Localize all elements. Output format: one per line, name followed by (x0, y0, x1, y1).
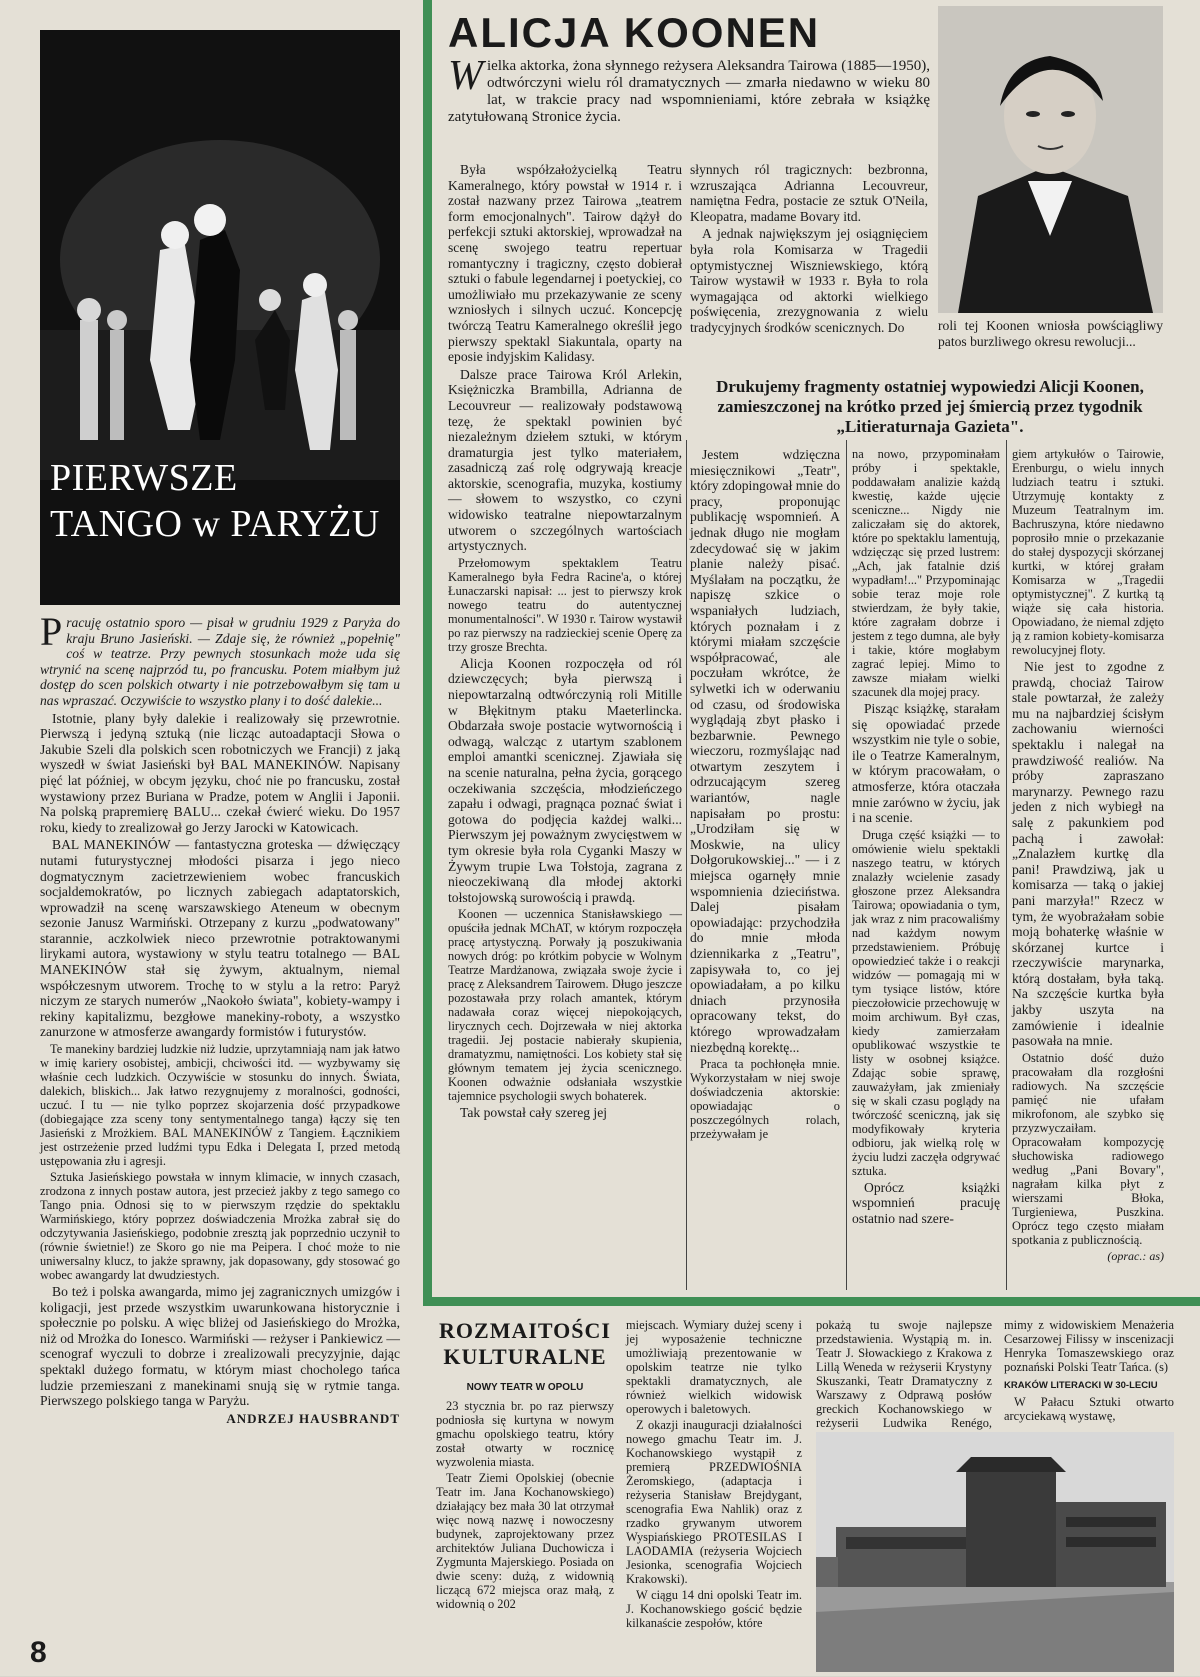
body-paragraph: Istotnie, plany były dalekie i realizowały się przewrotnie. Pierwszą i jedyną sztuką (nie licząc autoadaptacji Słowa o Jakubie Szeli dla polskich scen robotniczych we Francji) z jaką wyszedł w świat Jasieński był BAL MANEKINÓW. Napisany pięć lat później, w obcym języku, choć nie po francusku, został wystawiony przez Buriana w Pradze, potem w Anglii i Japonii. Na polską prapremierę BALU... czekał ćwierć wieku. Do 1957 roku, kiedy to zrealizował go Jerzy Jarocki w Katowicach. (40, 710, 400, 835)
interview-intro: Drukujemy fragmenty ostatniej wypowiedzi Alicji Koonen, zamieszczonej na krótko przed jej śmiercią przez tygodnik „Litieraturnaja Gazieta". (716, 377, 1144, 436)
section-title-line-1: ROZMAITOŚCI (439, 1318, 611, 1343)
small-paragraph: Sztuka Jasieńskiego powstała w innym klimacie, w innych czasach, zrodzona z innych postaw autora, jest przecież jakby z tego samego co Tango pnia. Odnosi się to w pierwszym rzędzie do spektaklu Warmińskiego, który poprzez doświadczenia Mrożka zabrał się do odczytywania Jasieńskiego, podobnie zresztą jak poprzednio uczynił to (równie świetnie!) ze Skoro go nie ma Peipera. I choć może to nie uniwersalny klucz, to jakże sprawny, jak dopasowany, gdy stosować go wobec awangardy lat dwudziestych. (40, 1170, 400, 1283)
section-title (436, 1318, 614, 1370)
portrait-image (938, 6, 1163, 313)
small-paragraph: na nowo, przypominałam próby i spektakle, poddawałam analizie każdą kwestię, każde ujęcie sceniczne... Nigdy nie zaliczałam się do aktorek, które po spektaklu lamentują, wdzięcząc się przed lustrem: „Ach, jak fatalnie dziś wypadłam!..." Przypominając sobie teraz moje role stwierdzam, że były takie, które zagrałam dobrze i jestem z tego dumna, ale były i takie, które mogłabym zagrać lepiej. Mimo to zawsze miałam wielki szacunek dla mojej pracy. (852, 447, 1000, 699)
subheading-opole: NOWY TEATR W OPOLU (466, 1382, 584, 1393)
small-paragraph: Te manekiny bardziej ludzkie niż ludzie, uprzytamniają nam jak łatwo w imię kariery osobistej, ambicji, chciwości itd. — wyzbywamy się właśnie cech ludzkich. Oczywiście w stosunku do innych. Świata, dalekich, bliskich... Jak łatwo rezygnujemy z moralności, godności, uczuć. I tu — nie tylko poprzez skojarzenia dość przypadkowe (dobiegające zza sceny tony sentymentalnego tanga) łączy się ten Jasieński z Mrożkiem. BAL MANEKINÓW z Tangiem. Łącznikiem jest ostrzeżenie przed ludźmi typu Edka i Delegata I, przed metodą ustępowania złu i agresji. (40, 1042, 400, 1169)
headline (50, 455, 390, 547)
koonen-column-1 (448, 162, 682, 1292)
quote-text: racuję ostatnio sporo — pisał w grudniu 1929 z Paryża do kraju Bruno Jasieński. — Zdaje się, że również „popełnię" coś w teatrze. Przy pewnych stosunkach może uda się wtrynić na scenę najprzód tu, po francusku. Potem miałbym już dostęp do scen polskich otwarty i nie potrzebowałbym się tam u nas wpraszać. Oczywiście to wszystko plany i to dość dalekie... (40, 615, 400, 708)
small-paragraph: 23 stycznia br. po raz pierwszy podniosła się kurtyna w nowym gmachu opolskiego teatru, który został otwarty w rocznicę wyzwolenia miasta. (436, 1399, 614, 1469)
small-paragraph: mimy z widowiskiem Menażeria Cesarzowej Filissy w inscenizacji Henryka Tomaszewskiego oraz poznański Polski Teatr Tańca. (s) (1004, 1318, 1174, 1374)
koonen-lead (448, 53, 930, 126)
rozmaitosci-column-3 (816, 1318, 992, 1428)
body-paragraph: Tak powstał cały szereg jej (460, 1105, 608, 1121)
rozmaitosci-column-4 (1004, 1318, 1174, 1428)
tango-article (40, 609, 400, 1640)
body-paragraph: Oprócz książki wspomnień pracuję ostatnio nad szere- (852, 1179, 1000, 1226)
headline-line-1: PIERWSZE (50, 457, 238, 499)
koonen-column-2 (690, 162, 928, 370)
frame-rule-bottom (423, 1297, 1200, 1306)
small-paragraph: Druga część książki — to omówienie wielu spektakli naszego teatru, w których znalazły wcielenie zasady głoszone przez Aleksandra Tairowa; opowiadania o tym, jak wraz z nim pracowaliśmy nad każdym nowym przedstawieniem. Próbuję opowiedzieć także i o reakcji widzów — pomagają mi w tym tysiące listów, które pieczołowicie przechowuję w moim archiwum. Był czas, kiedy zamierzałam opublikować wszystkie te listy w osobnej książce. Zdając sobie sprawę, zauważyłam, jak zmieniały się w skali czasu poglądy na twórczość sceniczną, jak się modyfikowały kryteria odbioru, jak wielką rolę w życiu ludzi zaczęła odgrywać sztuka. (852, 827, 1000, 1178)
column-divider (846, 440, 847, 1290)
body-paragraph: Pisząc książkę, starałam się opowiadać przede wszystkim nie tyle o sobie, ile o Teatrze Kameralnym, w którym pracowałam, o atmosferze, która otaczała mnie zarówno w życiu, jak i na scenie. (852, 701, 1000, 826)
small-paragraph: Koonen — uczennica Stanisławskiego — opuściła jednak MChAT, w którym rozpoczęła pracę artystyczną. Porwały ją poszukiwania nowych dróg: po krótkim pobycie w Wolnym Teatrze Mardżanowa, związała swoje życie i pracę z Aleksandrem Tairowem. Długo jeszcze pozostawała przy rolach amantek, którym nadawała coraz więcej niepokojących, lirycznych cech. Dojrzewała w niej aktorka tragedii. Jej postacie nabierały skupienia, dramatyzmu, namiętności. Los kobiety stał się głównym tematem jej życia scenicznego. Koonen odważnie odsłaniała wszystkie tajemnice psychologii swych bohaterek. (448, 907, 682, 1104)
rozmaitosci-column-2 (626, 1318, 802, 1670)
small-paragraph: Praca ta pochłonęła mnie. Wykorzystałam w niej swoje doświadczenia aktorskie: opowiadając o poszczególnych rolach, przeżywałam je (690, 1057, 840, 1142)
small-paragraph: W ciągu 14 dni opolski Teatr im. J. Kochanowskiego gościć będzie kilkanaście zespołów, które (626, 1588, 802, 1630)
headline-line-2: TANGO w PARYŻU (50, 503, 380, 545)
drop-cap: P (40, 609, 63, 654)
body-paragraph: Nie jest to zgodne z prawdą, chociaż Tairow stale powtarzał, że zależy mu na najbardziej ścisłym zachowaniu wierności spektaklu i nalegał na prawdziwość realiów. Na próby zapraszano marynarzy. Pewnego razu jeden z nich wybiegł na salę z pakunkiem pod pachą i zawołał: „Znalazłem kurtkę dla pani! Prawdziwą, jak u komisarza — taką o jakiej pani marzyła!" Rzecz w tym, że wyobrażałam sobie moją bohaterkę właśnie w skórzanej kurtce i rzeczywiście marynarka, którą dostałam, była taką. Na szczęście kurtka była jakby uszyta na zamówienie i idealnie pasowała na mnie. (1012, 659, 1164, 1049)
body-paragraph: słynnych ról tragicznych: bezbronna, wzruszająca Adrianna Lecouvreur, namiętna Fedra, postacie ze sztuk O'Neila, Kleopatra, madame Bovary itd. (690, 162, 928, 224)
rozmaitosci-column-1 (436, 1318, 614, 1670)
column-divider (1006, 440, 1007, 1290)
small-paragraph: miejscach. Wymiary dużej sceny i jej wyposażenie techniczne umożliwiają prezentowanie w opolskim teatrze nie tylko spektakli dramatycznych, ale również wielkich widowisk operowych i baletowych. (626, 1318, 802, 1416)
body-paragraph: A jednak największym jej osiągnięciem była rola Komisarza w Tragedii optymistycznej Wiszniewskiego, którą Tairow wystawił w 1933 r. Była to rola wymagająca od aktorki wielkiego poświęcenia, zrezygnowania z wielu tradycyjnych środków scenicznych. Do (690, 226, 928, 335)
interview-column-1 (690, 447, 840, 1293)
body-paragraph: Jestem wdzięczna miesięcznikowi „Teatr", który zdopingował mnie do pracy, proponując publikację wspomnień. A jednak długo nie mogłam zdecydować się w jakim planie należy pisać. Myślałam na początku, że napiszę szkice o wspaniałych ludziach, których poznałam i z którymi miałam szczęście współpracować, ale poczułam wkrótce, że sylwetki ich w oderwaniu od czasu, od środowiska wyglądają zbyt płasko i bezbarwnie. Pewnego wieczoru, rozmyślając nad otwartym zeszytem i odrzucającym szereg wariantów, nagle napisałam po prostu: „Urodziłam się w Moskwie, na ulicy Dołgorukowskiej..." — i z miejsca ogarnęły mnie wspomnienia dzieciństwa. Dalej pisałam opowiadając: przychodziła do mnie młoda dziennikarka z „Teatru", zapisywała to, co jej opowiadałam, a po kilku dniach przynosiła opracowany tekst, do którego wprowadzałam niezbędną korektę... (690, 447, 840, 1055)
body-paragraph: Alicja Koonen rozpoczęła od ról dziewczęcych; była pierwszą i niepowtarzalną odtwórczynią roli Mitille w Błękitnym ptaku Maeterlincka. Obdarzała swoje postacie wytwornością i odwagą, walcząc z utartym szablonem emploi amantki scenicznej. Zjawiała się na scenie naturalna, pełna życia, gorącego oczekiwania szczęścia, młodzieńczego zapału i odwagi, pragnąca poznać świat i gotowa do podjęcia każdej walki... Pierwszym jej poważnym zwycięstwem w tym okresie była rola Cyganki Maszy w Żywym trupie Lwa Tołstoja, zagrana z nieoczekiwaną dla młodej aktorki tołstojowską surowością i prawdą. (448, 655, 682, 905)
small-paragraph: Przełomowym spektaklem Teatru Kameralnego była Fedra Racine'a, o której Łunaczarski napisał: ... jest to pierwszy krok nowego teatru do autentycznej monumentalności". W 1930 r. Tairow wystawił po raz pierwszy na radzieckiej scenie Operę za trzy grosze Brechta. (448, 555, 682, 654)
interview-column-3 (1012, 447, 1164, 1293)
small-paragraph: pokażą tu swoje najlepsze przedstawienia. Wystąpią m. in. Teatr J. Słowackiego z Krakowa z Lillą Weneda w reżyserii Krystyny Skuszanki, Teatr Dramatyczny z Warszawy z Odprawą posłów greckich Kochanowskiego w reżyserii Ludwika Renégo, (816, 1318, 992, 1430)
quote-paragraph (40, 609, 400, 709)
frame-rule-left (423, 0, 432, 1306)
tango-stage-photo (40, 30, 400, 605)
lead-drop-cap: W (448, 53, 483, 99)
koonen-title: ALICJA KOONEN (448, 9, 821, 56)
body-paragraph: Była współzałożycielką Teatru Kameralnego, który powstał w 1914 r. i został nazwany przez Tairowa „teatrem form emocjonalnych". Tairow dążył do perfekcji sztuki aktorskiej, wprowadzał na scenę swojego teatru repertuar romantyczny i tragiczny, często dobierał sztuki o fabule legendarnej i poetyckiej, co umożliwiało mu przekazywanie ze sceny wzniosłych i silnych uczuć. Koncepcję twórczą Teatru Kameralnego określił jego pierwszy spektakl Siakuntala, oparty na eposie indyjskim Kalidasy. (448, 162, 682, 365)
credit: (oprac.: as) (1107, 1248, 1164, 1263)
body-paragraph: Bo też i polska awangarda, mimo jej zagranicznych umizgów i koligacji, jest przede wszystkim uwarunkowana historycznie i społecznie po polsku. A więc bliżej od Jasieńskiego do Mrożka, niż od Mrożka do Ionesco. Warmiński — reżyser i Pankiewicz — scenograf wyczuli to dobrze i zrealizowali precyzyjnie, dając spektakl dużego formatu, w którym miast chocholego tańca ludzie przemieszani z manekinami snują się w rytmie tanga. Pierwszego polskiego tanga w Paryżu. (40, 1284, 400, 1409)
page-number: 8 (30, 1636, 47, 1669)
small-paragraph: Teatr Ziemi Opolskiej (obecnie Teatr im. Jana Kochanowskiego) działający bez mała 30 lat otrzymał więc nową nazwę i nowoczesny budynek, zaprojektowany przez architektów Juliana Duchowicza i Zygmunta Majerskiego. Posiada on dwie sceny: dużą, z widownią liczącą 672 miejsca oraz małą, z widownią o 202 (436, 1471, 614, 1611)
lead-text: ielka aktorka, żona słynnego reżysera Aleksandra Tairowa (1885—1950), odtwórczyni wielu ról dramatycznych — zmarła niedawno w wieku 80 lat, w trakcie pracy nad wspomnieniami, które zebrała w książkę zatytułowaną Stronice życia. (448, 58, 930, 125)
small-paragraph: W Pałacu Sztuki otwarto arcyciekawą wystawę, (1004, 1395, 1174, 1423)
theatre-building-image (816, 1432, 1174, 1672)
body-paragraph: Dalsze prace Tairowa Król Arlekin, Księżniczka Brambilla, Adrianna de Lecouvreur — realizowały podstawową tezę, że spektakl powinien być niezależnym dziełem sztuki, w którym dramaturgia jest tylko materiałem, zasadniczą zaś rolę odgrywają kreacje aktorskie, scenografia, muzyka, kostiumy — słowem to wszystko, co czyni widowisko teatralne niepowtarzalnym utworem o szczególnych wartościach artystycznych. (448, 366, 682, 554)
portrait-caption: roli tej Koonen wniosła powściągliwy patos burzliwego okresu rewolucji... (938, 318, 1163, 349)
koonen-portrait (938, 6, 1163, 313)
author-byline: ANDRZEJ HAUSBRANDT (226, 1410, 400, 1426)
koonen-header (448, 8, 930, 158)
opole-theatre-photo (816, 1432, 1174, 1672)
column-divider (686, 440, 687, 1290)
section-title-line-2: KULTURALNE (443, 1344, 607, 1369)
subheading-krakow: KRAKÓW LITERACKI W 30-LECIU (1004, 1380, 1158, 1391)
interview-column-2 (852, 447, 1000, 1293)
small-paragraph: giem artykułów o Tairowie, Erenburgu, o wielu innych ludziach teatru i sztuki. Utrzymuję kontakty z Muzeum Teatralnym im. Bachruszyna, które niedawno poprosiło mnie o przekazanie do stałej dyspozycji skórzanej kurtki, w której grałam Komisarza w „Tragedii optymistycznej". Z kurtką tą wiąże się cała historia. Opowiadano, że niemal zdjęto ją z ramion kobiety-komisarza rewolucyjnej floty. (1012, 447, 1164, 657)
body-paragraph: BAL MANEKINÓW — fantastyczna groteska — dźwięczący nutami futurystycznej młodości pisarza i jego nieco dogmatycznym zacietrzewieniem wobec francuskich socjaldemokratów, po licznych zabiegach adaptatorskich, wprowadził na scenę warszawskiego Ateneum w obecnym sezonie Janusz Warmiński. Otrzepany z kurzu „podwatowany" starannie, aczkolwiek nieco przewrotnie potraktowanymi lirykami autora, wystawiony w stylu teatru totalnego — BAL MANEKINÓW stał się żywym, aktualnym, niemal współczesnym utworem. Trochę to w stylu a la retro: Paryż niczym ze starych numerów „Naokoło świata", kobiety-wampy i rekiny kapitalizmu, bezgłowe manekiny-roboty, a wszystko zanurzone w atmosferze awangardy formistów i futurystów. (40, 837, 400, 1040)
small-paragraph: Ostatnio dość dużo pracowałam dla rozgłośni radiowych. Na szczęście pamięć nie ufałam mikrofonom, ale szybko się przyzwyczaiłam. Opracowałam kompozycję słuchowiska radiowego według „Pani Bovary", nagrałam kilka płyt z wierszami Błoka, Turgieniewa, Puszkina. Oprócz tego często miałam spotkania z publicznością. (1012, 1050, 1164, 1247)
small-paragraph: Z okazji inauguracji działalności nowego gmachu Teatr im. J. Kochanowskiego wystąpił z premierą PRZEDWIOŚNIA Żeromskiego, (adaptacja i reżyseria Stanisław Brejdygant, scenografia Ewa Nahlik) oraz z rzadko grywanym utworem Wyspiańskiego PROTESILAS I LAODAMIA (reżyseria Wojciech Jesionka, scenografia Wojciech Krakowski). (626, 1418, 802, 1586)
